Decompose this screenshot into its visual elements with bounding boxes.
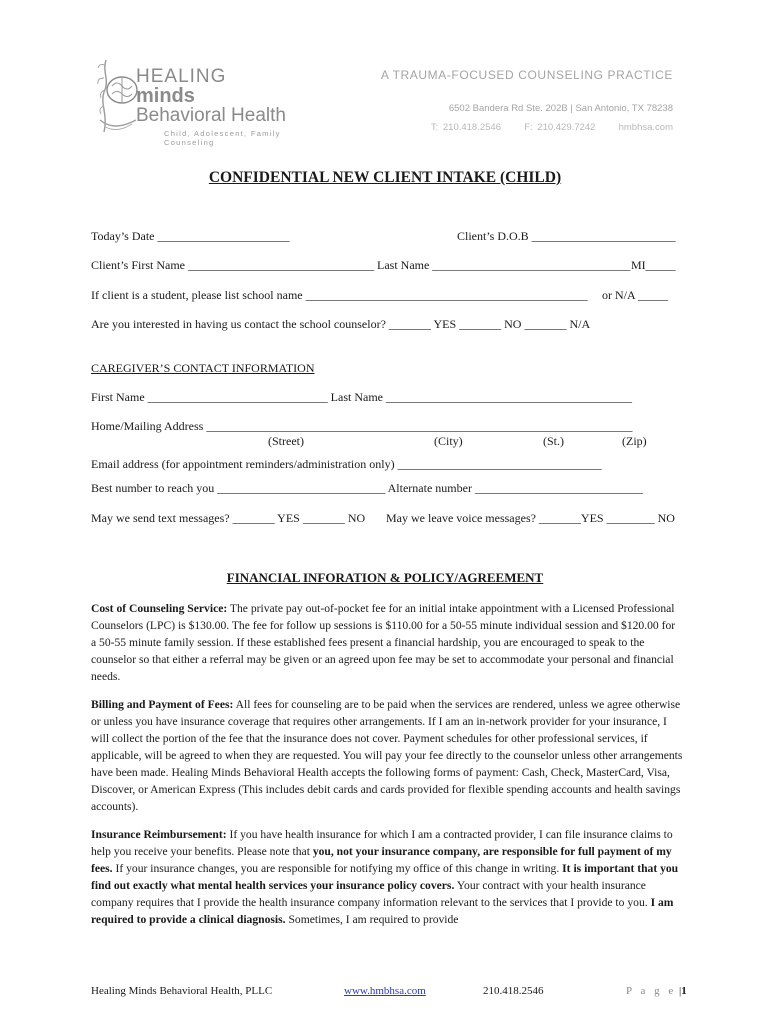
address-street-label: (Street) [268, 434, 304, 448]
insurance-bold-2: It is important that you find out exactly what mental health services your insurance policy covers. [91, 862, 679, 892]
client-dob-field[interactable]: Client’s D.O.B ________________________ [457, 229, 676, 243]
billing-paragraph [91, 696, 683, 815]
logo-tagline: Child, Adolescent, Family Counseling [164, 129, 281, 147]
address-city-label: (City) [434, 434, 463, 448]
billing-label: Billing and Payment of Fees: [91, 698, 234, 711]
text-messages-question[interactable]: May we send text messages? _______ YES _______ NO [91, 511, 366, 525]
practice-contact [431, 122, 673, 133]
billing-text: All fees for counseling are to be paid when the services are rendered, unless we agree otherwise or unless you have insurance coverage that requires other arrangements. If I am an in-network provider for your insurance, I will collect the portion of the fee that the insurance does not cover. Payment schedules for other professional services, if applicable, will be agreed to when they are requested. You will pay your fee directly to the counselor unless other arrangements have been made. Healing Minds Behavioral Health accepts the following forms of payment: Cash, Check, MasterCard, Visa, Discover, or American Express (This includes debit cards and cards provided for flexible spending accounts and health savings accounts). [91, 698, 683, 813]
practice-address: 6502 Bandera Rd Ste. 202B | San Antonio, TX 78238 [448, 103, 673, 114]
insurance-label: Insurance Reimbursement: [91, 828, 227, 841]
form-title: CONFIDENTIAL NEW CLIENT INTAKE (CHILD) [208, 169, 562, 186]
insurance-text-1: If you have health insurance for which I am a contracted provider, I can file insurance claims to help you receive your benefits. Please note that [91, 828, 673, 858]
voice-messages-question[interactable]: May we leave voice messages? _______YES ________ NO [386, 511, 675, 525]
insurance-bold-3: I am required to provide a clinical diagnosis. [91, 896, 674, 926]
logo-behavioral-health: Behavioral Health [136, 105, 286, 126]
insurance-bold-1: you, not your insurance company, are responsible for full payment of my fees. [91, 845, 672, 875]
practice-logo [92, 52, 322, 147]
practice-fax: F: 210.429.7242 [524, 122, 596, 133]
email-field[interactable]: Email address (for appointment reminders/administration only) __________________________________ [91, 457, 602, 471]
client-name-field[interactable]: Client’s First Name _______________________________ Last Name _________________________________ [91, 258, 631, 272]
school-counselor-question[interactable]: Are you interested in having us contact the school counselor? _______ YES _______ NO _______ N/A [91, 317, 591, 331]
mailing-address-field[interactable]: Home/Mailing Address _______________________________________________________________________ [91, 419, 633, 433]
insurance-text-2: If your insurance changes, you are responsible for notifying my office of this change in writing. [115, 862, 560, 875]
footer-org: Healing Minds Behavioral Health, PLLC [91, 985, 273, 997]
cost-label: Cost of Counseling Service: [91, 602, 228, 615]
page-number [626, 985, 687, 997]
page-label: P a g e [626, 985, 677, 997]
address-state-label: (St.) [543, 434, 564, 448]
practice-phone: T: 210.418.2546 [430, 122, 501, 133]
caregiver-name-field[interactable]: First Name ______________________________ Last Name _________________________________________ [91, 390, 632, 404]
logo-minds: minds [136, 85, 195, 107]
school-na-field[interactable]: or N/A _____ [602, 288, 668, 302]
insurance-text-4: Sometimes, I am required to provide [288, 913, 459, 926]
page-number-value: 1 [681, 985, 687, 997]
insurance-paragraph [91, 826, 683, 928]
caregiver-heading: CAREGIVER’S CONTACT INFORMATION [91, 361, 315, 375]
todays-date-field[interactable]: Today’s Date ______________________ [91, 229, 290, 243]
financial-heading: FINANCIAL INFORATION & POLICY/AGREEMENT [226, 570, 544, 585]
insurance-text-3: Your contract with your health insurance company requires that I provide the health insurance company information relevant to the services that I provide to you. [91, 879, 648, 909]
client-mi-field[interactable]: MI_____ [631, 258, 676, 272]
phone-numbers-field[interactable]: Best number to reach you ____________________________ Alternate number ____________________________ [91, 481, 643, 495]
school-name-field[interactable]: If client is a student, please list school name _______________________________________________ [91, 288, 588, 302]
address-zip-label: (Zip) [622, 434, 647, 448]
cost-of-service-paragraph [91, 600, 683, 685]
page-separator: | [678, 985, 682, 997]
logo-healing: HEALING [136, 66, 227, 87]
footer-phone: 210.418.2546 [483, 985, 544, 997]
cost-text: The private pay out-of-pocket fee for an initial intake appointment with a Licensed Professional Counselors (LPC) is $130.00. The fee for follow up sessions is $110.00 for a 50-55 minute individual session and $120.00 for a 50-55 minute family session. If these established fees present a financial hardship, you are encouraged to speak to the counselor so that either a referral may be given or an agreed upon fee may be set to accommodate your personal and financial needs. [91, 602, 676, 683]
practice-tagline: A TRAUMA-FOCUSED COUNSELING PRACTICE [380, 68, 673, 82]
footer-website-link[interactable]: www.hmbhsa.com [344, 985, 426, 997]
practice-site: hmbhsa.com [618, 122, 673, 133]
